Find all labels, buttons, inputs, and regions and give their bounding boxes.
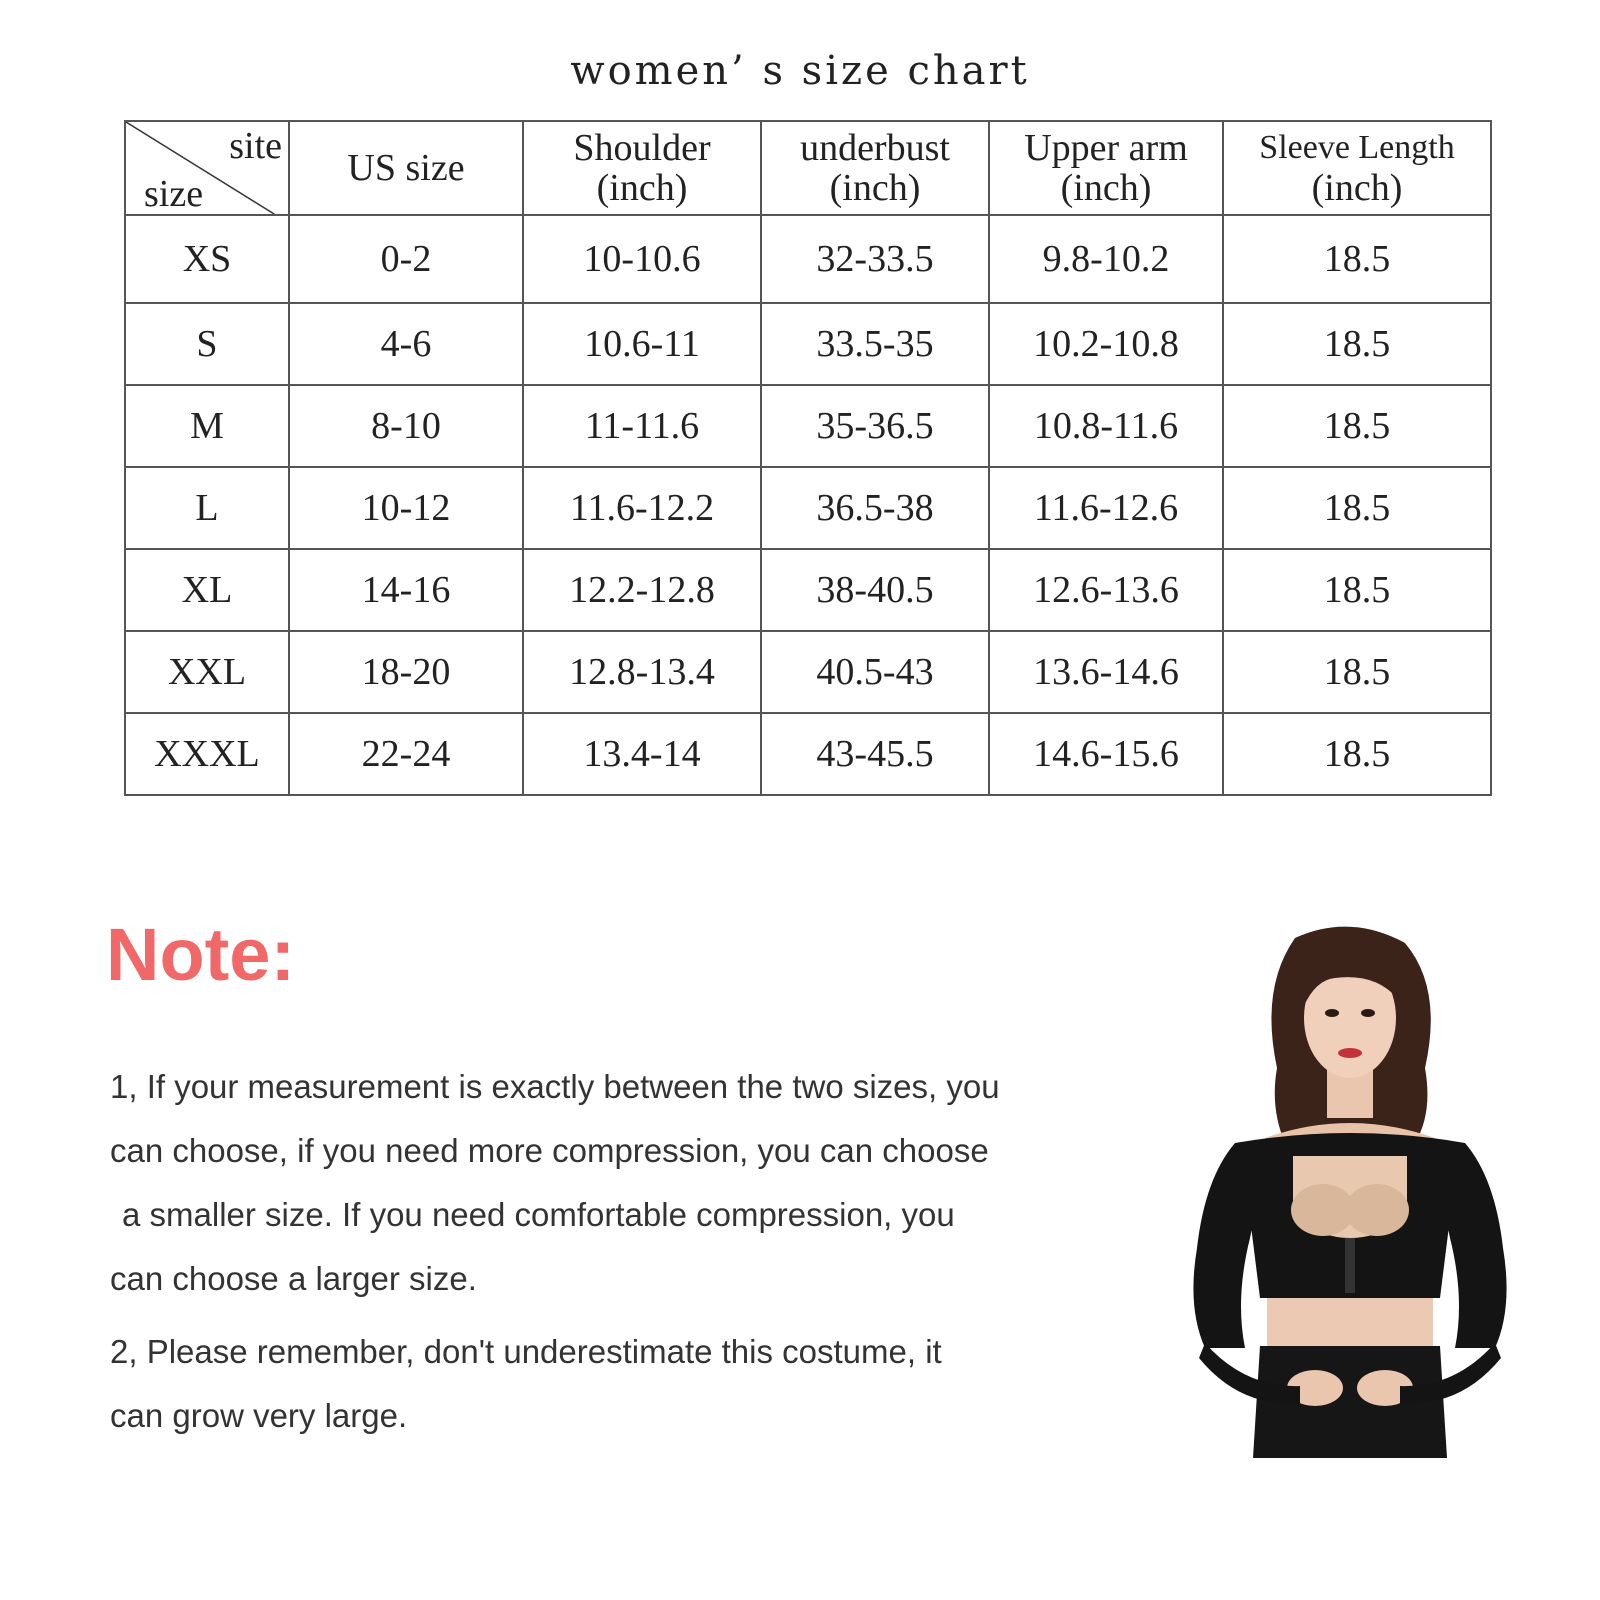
cell-sleeve-length: 18.5 — [1223, 467, 1491, 549]
cell-sleeve-length: 18.5 — [1223, 303, 1491, 385]
cell-upper-arm: 9.8-10.2 — [989, 215, 1223, 303]
header-sleeve-length — [1223, 121, 1491, 215]
cell-shoulder: 13.4-14 — [523, 713, 761, 795]
header-unit: (inch) — [1060, 167, 1152, 209]
cell-sleeve-length: 18.5 — [1223, 215, 1491, 303]
header-line: underbust — [800, 127, 950, 169]
cell-upper-arm: 12.6-13.6 — [989, 549, 1223, 631]
cell-underbust: 36.5-38 — [761, 467, 989, 549]
table-row — [125, 215, 1491, 303]
cell-us-size: 14-16 — [289, 549, 523, 631]
table-header-row — [125, 121, 1491, 215]
cell-size: XS — [125, 215, 289, 303]
cell-underbust: 33.5-35 — [761, 303, 989, 385]
cell-us-size: 22-24 — [289, 713, 523, 795]
table-row — [125, 303, 1491, 385]
table-row — [125, 549, 1491, 631]
cell-upper-arm: 14.6-15.6 — [989, 713, 1223, 795]
note-line: can choose a larger size. — [110, 1260, 477, 1297]
note-line: can grow very large. — [110, 1397, 408, 1434]
header-unit: (inch) — [829, 167, 921, 209]
cell-us-size: 8-10 — [289, 385, 523, 467]
size-chart-title: women’ s size chart — [570, 48, 1030, 94]
header-unit: (inch) — [596, 167, 688, 209]
cell-shoulder: 10-10.6 — [523, 215, 761, 303]
cell-shoulder: 11.6-12.2 — [523, 467, 761, 549]
cell-sleeve-length: 18.5 — [1223, 713, 1491, 795]
cell-sleeve-length: 18.5 — [1223, 631, 1491, 713]
cell-shoulder: 10.6-11 — [523, 303, 761, 385]
table-row — [125, 713, 1491, 795]
cell-upper-arm: 11.6-12.6 — [989, 467, 1223, 549]
cell-us-size: 18-20 — [289, 631, 523, 713]
header-line: US size — [347, 147, 465, 189]
note-heading: Note: — [106, 913, 296, 996]
header-shoulder — [523, 121, 761, 215]
cell-sleeve-length: 18.5 — [1223, 385, 1491, 467]
cell-us-size: 10-12 — [289, 467, 523, 549]
cell-underbust: 35-36.5 — [761, 385, 989, 467]
cell-underbust: 32-33.5 — [761, 215, 989, 303]
header-underbust — [761, 121, 989, 215]
note-item-1 — [110, 1055, 1170, 1311]
header-line: Sleeve Length — [1259, 129, 1455, 166]
cell-upper-arm: 13.6-14.6 — [989, 631, 1223, 713]
cell-size: XXL — [125, 631, 289, 713]
cell-us-size: 4-6 — [289, 303, 523, 385]
corner-label-size: size — [144, 173, 204, 215]
cell-size: XXXL — [125, 713, 289, 795]
cell-sleeve-length: 18.5 — [1223, 549, 1491, 631]
corner-header-cell — [125, 121, 289, 215]
cell-upper-arm: 10.2-10.8 — [989, 303, 1223, 385]
cell-underbust: 40.5-43 — [761, 631, 989, 713]
cell-size: XL — [125, 549, 289, 631]
note-item-2 — [110, 1320, 1170, 1448]
note-line: can choose, if you need more compression, you can choose — [110, 1132, 989, 1169]
note-line: a smaller size. If you need comfortable compression, you — [122, 1196, 955, 1233]
cell-upper-arm: 10.8-11.6 — [989, 385, 1223, 467]
cell-shoulder: 12.2-12.8 — [523, 549, 761, 631]
table-row — [125, 385, 1491, 467]
cell-shoulder: 12.8-13.4 — [523, 631, 761, 713]
note-line: 1, If your measurement is exactly between the two sizes, you — [110, 1068, 1000, 1105]
header-line: Upper arm — [1024, 127, 1188, 169]
product-model-image — [1175, 918, 1525, 1458]
cell-size: S — [125, 303, 289, 385]
corner-label-site: site — [229, 125, 282, 167]
table-row — [125, 631, 1491, 713]
cell-size: L — [125, 467, 289, 549]
note-line: 2, Please remember, don't underestimate this costume, it — [110, 1333, 942, 1370]
header-upper-arm — [989, 121, 1223, 215]
size-table — [124, 120, 1492, 796]
cell-size: M — [125, 385, 289, 467]
header-us-size — [289, 121, 523, 215]
table-row — [125, 467, 1491, 549]
cell-shoulder: 11-11.6 — [523, 385, 761, 467]
header-unit: (inch) — [1311, 167, 1403, 209]
cell-us-size: 0-2 — [289, 215, 523, 303]
header-line: Shoulder — [573, 127, 711, 169]
cell-underbust: 43-45.5 — [761, 713, 989, 795]
cell-underbust: 38-40.5 — [761, 549, 989, 631]
